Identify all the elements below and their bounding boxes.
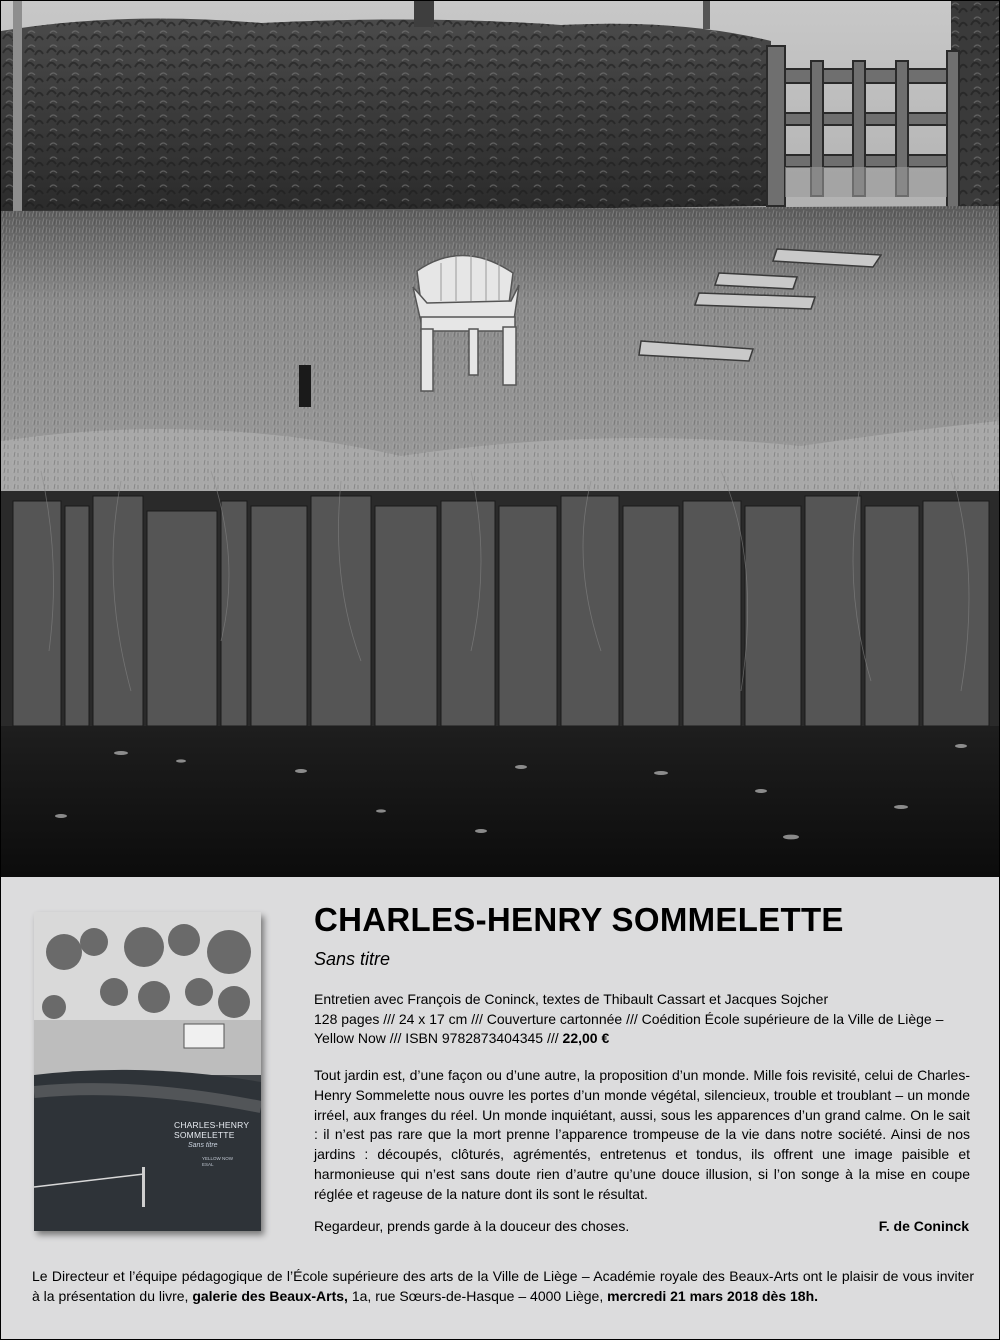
author-heading: CHARLES-HENRY SOMMELETTE <box>314 901 844 938</box>
invitation-intro: Le Directeur et l’équipe pédagogique de l’École supérieure des arts de la Ville de Liège – Académie royale des Beaux-Arts ont le plaisir de vous inviter à la présentation du livre, <box>32 1268 974 1304</box>
info-panel <box>1 877 999 1339</box>
cover-author-line2: SOMMELETTE <box>174 1130 235 1140</box>
cover-publisher <box>202 1156 233 1168</box>
invitation-address: 1a, rue Sœurs-de-Hasque – 4000 Liège, <box>351 1287 604 1304</box>
cover-author-line1: CHARLES-HENRY <box>174 1120 250 1130</box>
invitation-datetime: mercredi 21 mars 2018 dès 18h. <box>607 1287 819 1304</box>
signature: F. de Coninck <box>878 1218 969 1234</box>
book-title: Sans titre <box>314 949 391 969</box>
closing-line: Regardeur, prends garde à la douceur des choses. <box>314 1218 630 1234</box>
book-description: Tout jardin est, d’une façon ou d’une autre, la proposition d’un monde. Mille fois revisité, celui de Charles-Henry Sommelette nous ouvre les portes d’un monde végétal, silencieux, trouble et troublant – un monde irréel, aux franges du réel. Un monde inquiétant, aussi, sous les apparences d’un grand calme. On le sait : il n’est pas rare que la mort prenne l’apparence trompeuse de la vie dans notre société. Ainsi de nos jardins : découpés, clôturés, agrémentés, entretenus et tondus, ils offrent une image paisible et harmonieuse qui n’est sans doute rien d’autre qu’une douce illusion, si l’on songe à la mise en coupe réglée et rageuse de la nature dont ils sont le résultat. <box>314 1067 970 1202</box>
cover-publisher-line1: YELLOW NOW <box>202 1156 234 1161</box>
invitation-text <box>32 1267 974 1306</box>
cover-author <box>174 1120 249 1140</box>
cover-publisher-line2: ESAL <box>202 1162 214 1167</box>
cover-title: Sans titre <box>188 1142 218 1149</box>
details-line1: Entretien avec François de Coninck, textes de Thibault Cassart et Jacques Sojcher <box>314 991 829 1007</box>
details-line2: 128 pages /// 24 x 17 cm /// Couverture cartonnée /// Coédition École supérieure de la Ville de Liège – Yellow Now /// ISBN 9782873404345 /// <box>314 1010 944 1046</box>
garden-artwork-image <box>1 1 999 877</box>
book-details <box>314 990 970 1049</box>
book-price: 22,00 € <box>562 1030 610 1046</box>
invitation-venue: galerie des Beaux-Arts, <box>192 1287 348 1304</box>
book-cover-image <box>34 912 261 1231</box>
